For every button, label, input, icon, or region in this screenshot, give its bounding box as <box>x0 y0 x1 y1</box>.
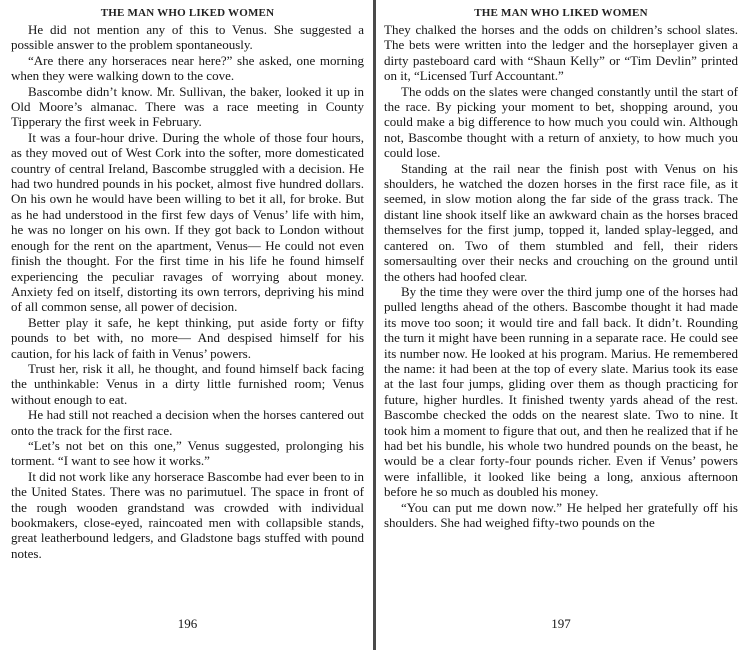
page-gutter <box>373 0 376 650</box>
paragraph: It did not work like any horserace Bascombe had ever been to in the United States. There was no parimutuel. The space in front of the rough wooden grandstand was crowded with individual bookmakers, close-eyed, raincoated men with collapsible stands, great leatherbound ledgers, and Gladstone bags stuffed with pound notes. <box>11 468 364 561</box>
paragraph: They chalked the horses and the odds on children’s school slates. The bets were written into the ledger and the horseplayer given a dirty pasteboard card with “Shaun Kelly” or “Tim Devlin” printed on it, “Licensed Turf Accountant.” <box>384 22 738 84</box>
page-number: 197 <box>551 616 571 631</box>
page-body <box>11 22 364 561</box>
page-body <box>384 22 738 530</box>
right-page <box>384 6 738 631</box>
running-head: THE MAN WHO LIKED WOMEN <box>474 7 648 19</box>
paragraph: He had still not reached a decision when the horses cantered out onto the track for the first race. <box>11 407 364 438</box>
paragraph: Better play it safe, he kept thinking, put aside forty or fifty pounds to bet with, no more— And despised himself for his caution, for his lack of faith in Venus’ powers. <box>11 314 364 361</box>
paragraph: “Let’s not bet on this one,” Venus suggested, prolonging his torment. “I want to see how it works.” <box>11 437 364 469</box>
paragraph: Standing at the rail near the finish post with Venus on his shoulders, he watched the dozen horses in the first race file, as it seemed, in slow motion along the far side of the grass track. The distant line shook itself like an awkward chain as the horses braced themselves for the first jump, topped it, landed splay-legged, and cantered on. Two of them stumbled and fell, their riders somersaulting over their necks and crouching on the ground until the others had hoofed clear. <box>384 160 738 284</box>
paragraph: Bascombe didn’t know. Mr. Sullivan, the baker, looked it up in Old Moore’s almanac. There was a race meeting in County Tipperary the first week in February. <box>11 83 364 130</box>
paragraph: It was a four-hour drive. During the whole of those four hours, as they moved out of West Cork into the softer, more domesticated country of central Ireland, Bascombe struggled with a decision. He had two hundred pounds in his pocket, almost five hundred dollars. On his own he would have been willing to bet it all, for broke. But as he had understood in the first few days of Venus’ life with him, he was no longer on his own. If they got back to London without enough for the rent on the apartment, Venus— He could not even finish the thought. For the first time in his life he found himself experiencing the peculiar ravages of worrying about money. Anxiety fed on itself, distorting its own terrors, depriving his mind of all common sense, all power of decision. <box>11 129 364 315</box>
paragraph: The odds on the slates were changed constantly until the start of the race. By picking your moment to bet, shopping around, you could make a big difference to how much you could win. Although not, Bascombe thought with a return of anxiety, to how much you could lose. <box>384 83 738 161</box>
paragraph: Trust her, risk it all, he thought, and found himself back facing the unthinkable: Venus in a dirty little furnished room; Venus without enough to eat. <box>11 360 364 407</box>
paragraph: “Are there any horseraces near here?” she asked, one morning when they were walking down to the cove. <box>11 52 364 84</box>
left-page <box>11 6 364 631</box>
paragraph: He did not mention any of this to Venus. She suggested a possible answer to the problem spontaneously. <box>11 22 364 53</box>
page-number: 196 <box>177 616 198 631</box>
paragraph: By the time they were over the third jump one of the horses had pulled lengths ahead of the others. Bascombe thought it had made its move too soon; it would tire and fall back. It didn’t. Rounding the turn it might have been running in a separate race. He could see its number now. He looked at his program. Marius. He remembered the name: it had been at the top of every slate. Marius took its ease at the last four jumps, gliding over them as though practicing for future, higher hurdles. It finished twenty yards ahead of the rest. Bascombe checked the odds on the nearest slate. Two to nine. It took him a moment to figure that out, and then he realized that if he had bet his bundle, his whole two hundred pounds on the beast, he would be a clear forty-four pounds richer. Even if Venus’ powers were infallible, it looked like being a long, anxious afternoon before he so much as doubled his money. <box>384 283 738 500</box>
running-head: THE MAN WHO LIKED WOMEN <box>100 7 275 19</box>
paragraph: “You can put me down now.” He helped her gratefully off his shoulders. She had weighed fifty-two pounds on the <box>384 499 738 530</box>
